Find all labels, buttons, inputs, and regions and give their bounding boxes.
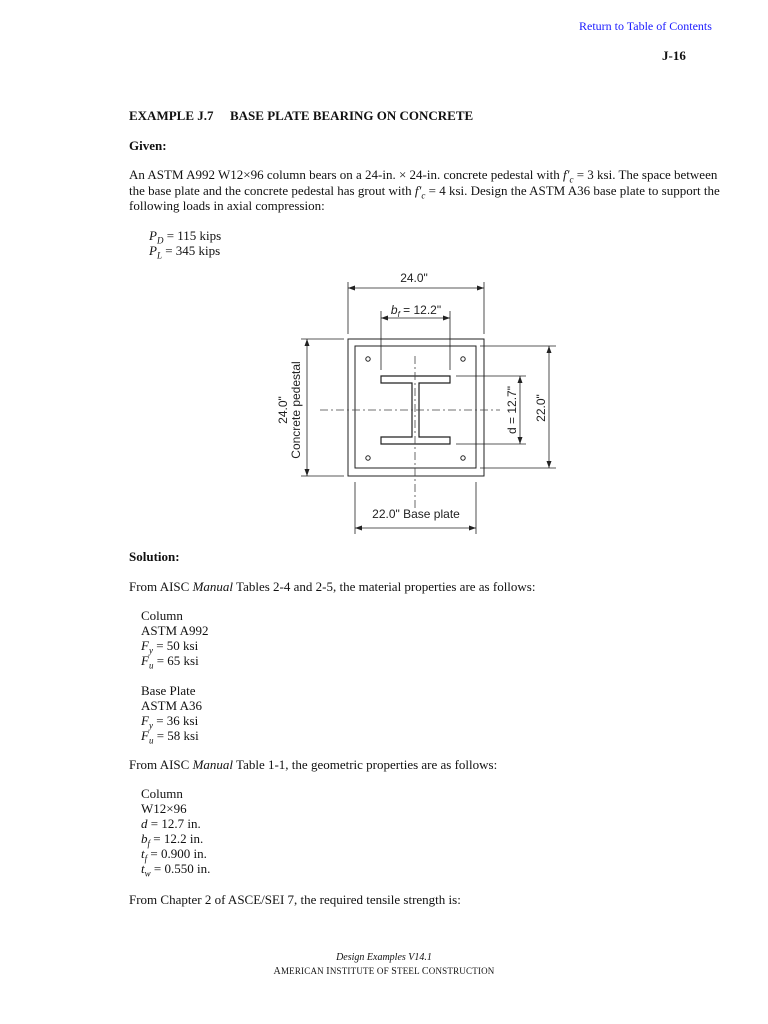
plate-grade: ASTM A36 [141, 698, 203, 713]
footer-aisc: AMERICAN INSTITUTE OF STEEL CONSTRUCTION [273, 966, 495, 977]
bf-dimension-label: $b_f = 12.2$" [390, 303, 442, 319]
plate-fy: $F_y = 36$ ksi [141, 713, 199, 731]
anchor-rod-hole-bl [366, 456, 370, 460]
base-plate-outline [355, 346, 476, 468]
anchor-rod-hole-br [461, 456, 465, 460]
return-to-toc-link[interactable]: Return to Table of Contents [579, 19, 712, 33]
given-paragraph-line-2: the base plate and the concrete pedestal has grout with $f'_c = 4$ ksi. Design the ASTM A36 base plate to support the [129, 183, 720, 201]
asce-intro: From Chapter 2 of ASCE/SEI 7, the required tensile strength is: [129, 892, 461, 907]
footer-design-examples: Design Examples V14.1 [336, 952, 432, 963]
column-fy: $F_y = 50$ ksi [141, 638, 199, 656]
anchor-rod-hole-tl [366, 357, 370, 361]
geo-d: d = 12.7 in. [141, 816, 201, 831]
geo-tf: $t_f = 0.900$ in. [141, 846, 207, 864]
centerlines [320, 356, 500, 510]
page-number: J-16 [662, 48, 686, 63]
solution-heading: Solution: [129, 549, 180, 564]
given-paragraph-line-3: following loads in axial compression: [129, 198, 325, 213]
top-dimension-label: 24.0" [400, 271, 428, 285]
anchor-rod-hole-tr [461, 357, 465, 361]
column-grade: ASTM A992 [141, 623, 209, 638]
geo-column-label: Column [141, 786, 183, 801]
column-fu: $F_u = 65$ ksi [141, 653, 199, 671]
load-dead: $P_D = 115$ kips [149, 228, 222, 246]
column-label: Column [141, 608, 183, 623]
material-intro: From AISC Manual Tables 2-4 and 2-5, the material properties are as follows: [129, 579, 536, 594]
geo-section: W12×96 [141, 801, 187, 816]
load-live: $P_L = 345$ kips [149, 243, 221, 261]
given-heading: Given: [129, 138, 167, 153]
left-dimension-label: 24.0" [276, 396, 290, 424]
geometric-intro: From AISC Manual Table 1-1, the geometric properties are as follows: [129, 757, 498, 772]
plate-fu: $F_u = 58$ ksi [141, 728, 199, 746]
d-dimension-label: d = 12.7" [505, 386, 519, 434]
geo-tw: $t_w = 0.550$ in. [141, 861, 211, 879]
given-paragraph-line-1: An ASTM A992 W12×96 column bears on a 24-in. × 24-in. concrete pedestal with $f'_c = 3$ ksi. The space between [129, 167, 718, 185]
geo-bf: $b_f = 12.2$ in. [141, 831, 204, 849]
example-number: EXAMPLE J.7 [129, 108, 214, 123]
concrete-pedestal-label: Concrete pedestal [289, 361, 303, 459]
base-plate-label: 22.0" Base plate [372, 507, 460, 521]
right-dimension-label: 22.0" [534, 394, 548, 422]
plate-label: Base Plate [141, 683, 196, 698]
example-title: BASE PLATE BEARING ON CONCRETE [230, 108, 474, 123]
